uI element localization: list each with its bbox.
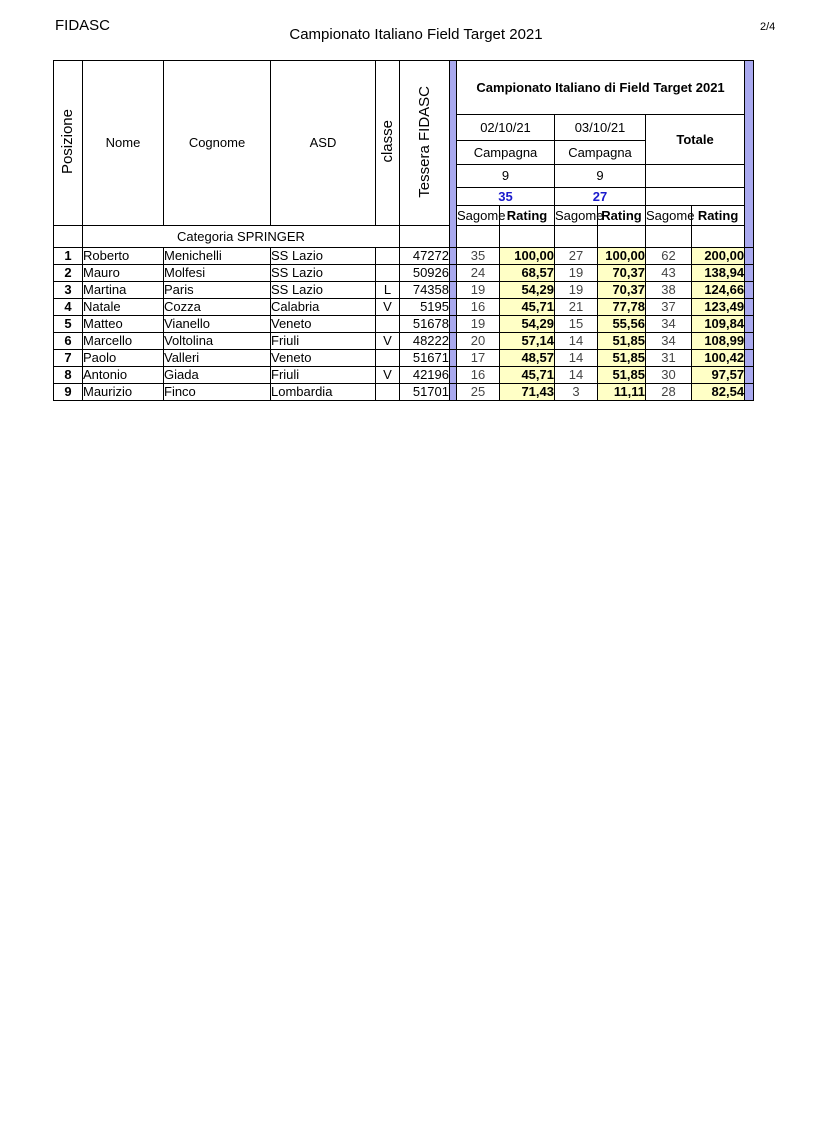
stripe-cell — [450, 282, 457, 299]
cell-pos: 1 — [54, 248, 83, 265]
cell-nome: Paolo — [83, 350, 164, 367]
championship-title: Campionato Italiano di Field Target 2021 — [457, 61, 745, 115]
cell-rating-day1: 68,57 — [500, 265, 555, 282]
cell-classe — [376, 350, 400, 367]
results-table — [53, 60, 754, 401]
stripe-cell — [745, 367, 754, 384]
cell-rating-total: 108,99 — [692, 333, 745, 350]
cell-sagome-day1: 25 — [457, 384, 500, 401]
sagome-label-1: Sagome — [457, 206, 500, 226]
cell-asd: Friuli — [271, 333, 376, 350]
cat-empty-5 — [646, 226, 692, 248]
cell-pos: 9 — [54, 384, 83, 401]
cell-sagome-total: 38 — [646, 282, 692, 299]
cell-asd: Calabria — [271, 299, 376, 316]
cell-classe: V — [376, 299, 400, 316]
stripe-cell — [745, 299, 754, 316]
cell-pos: 3 — [54, 282, 83, 299]
stripe-cell — [450, 265, 457, 282]
cell-tessera: 51678 — [400, 316, 450, 333]
cell-sagome-day2: 21 — [555, 299, 598, 316]
stripe-cell — [745, 282, 754, 299]
cell-nome: Matteo — [83, 316, 164, 333]
cell-classe: V — [376, 333, 400, 350]
cell-sagome-day2: 14 — [555, 333, 598, 350]
type-day2: Campagna — [555, 141, 646, 165]
cat-empty-2 — [500, 226, 555, 248]
cell-cognome: Menichelli — [164, 248, 271, 265]
stripe-cell — [745, 248, 754, 265]
page-title: Campionato Italiano Field Target 2021 — [289, 26, 543, 43]
rating-label-1: Rating — [500, 206, 555, 226]
cell-rating-day2: 51,85 — [598, 367, 646, 384]
cell-nome: Mauro — [83, 265, 164, 282]
cell-rating-total: 138,94 — [692, 265, 745, 282]
count-day1: 9 — [457, 165, 555, 188]
table-row — [54, 282, 754, 299]
rating-label-tot: Rating — [692, 206, 745, 226]
cell-sagome-day1: 19 — [457, 282, 500, 299]
rating-label-2: Rating — [598, 206, 646, 226]
header-asd: ASD — [271, 61, 376, 226]
cell-rating-day1: 45,71 — [500, 299, 555, 316]
cell-classe: L — [376, 282, 400, 299]
cell-sagome-total: 37 — [646, 299, 692, 316]
cat-empty-1 — [457, 226, 500, 248]
cell-rating-day2: 100,00 — [598, 248, 646, 265]
cell-tessera: 74358 — [400, 282, 450, 299]
cell-asd: SS Lazio — [271, 282, 376, 299]
cell-sagome-total: 28 — [646, 384, 692, 401]
cell-nome: Marcello — [83, 333, 164, 350]
header-posizione: Posizione — [54, 61, 83, 226]
table-row — [54, 265, 754, 282]
cell-sagome-day2: 14 — [555, 350, 598, 367]
cell-nome: Natale — [83, 299, 164, 316]
stripe-cell — [450, 316, 457, 333]
stripe-cell — [745, 265, 754, 282]
header-cognome: Cognome — [164, 61, 271, 226]
cat-empty-tess — [400, 226, 450, 248]
cell-cognome: Vianello — [164, 316, 271, 333]
cell-tessera: 42196 — [400, 367, 450, 384]
cell-classe — [376, 384, 400, 401]
cell-sagome-total: 30 — [646, 367, 692, 384]
cell-asd: Lombardia — [271, 384, 376, 401]
cell-pos: 4 — [54, 299, 83, 316]
cell-pos: 2 — [54, 265, 83, 282]
cell-sagome-day1: 20 — [457, 333, 500, 350]
table-row — [54, 333, 754, 350]
stripe-cell — [745, 350, 754, 367]
table-row — [54, 367, 754, 384]
cell-rating-total: 200,00 — [692, 248, 745, 265]
stripe-cell — [450, 248, 457, 265]
cell-sagome-total: 43 — [646, 265, 692, 282]
cell-cognome: Voltolina — [164, 333, 271, 350]
stripe-left — [450, 61, 457, 248]
cell-sagome-total: 31 — [646, 350, 692, 367]
cell-rating-day2: 11,11 — [598, 384, 646, 401]
max-day1: 35 — [457, 188, 555, 206]
cell-cognome: Finco — [164, 384, 271, 401]
cell-sagome-total: 62 — [646, 248, 692, 265]
cat-empty-4 — [598, 226, 646, 248]
cell-sagome-day2: 27 — [555, 248, 598, 265]
stripe-cell — [450, 350, 457, 367]
cell-cognome: Paris — [164, 282, 271, 299]
cell-tessera: 48222 — [400, 333, 450, 350]
cell-rating-total: 124,66 — [692, 282, 745, 299]
page-number: 2/4 — [760, 21, 776, 33]
cell-rating-day1: 45,71 — [500, 367, 555, 384]
cell-rating-total: 82,54 — [692, 384, 745, 401]
count-total — [646, 165, 745, 188]
cell-rating-day2: 51,85 — [598, 350, 646, 367]
cell-rating-day2: 51,85 — [598, 333, 646, 350]
cell-sagome-day2: 19 — [555, 282, 598, 299]
cell-rating-day1: 54,29 — [500, 316, 555, 333]
table-row — [54, 384, 754, 401]
cell-nome: Maurizio — [83, 384, 164, 401]
cell-rating-day1: 71,43 — [500, 384, 555, 401]
stripe-cell — [450, 384, 457, 401]
cell-rating-day2: 55,56 — [598, 316, 646, 333]
cell-sagome-day1: 35 — [457, 248, 500, 265]
cell-sagome-day2: 14 — [555, 367, 598, 384]
stripe-cell — [450, 333, 457, 350]
cell-asd: SS Lazio — [271, 248, 376, 265]
cell-pos: 8 — [54, 367, 83, 384]
header-tessera: Tessera FIDASC — [400, 61, 450, 226]
cell-asd: Veneto — [271, 350, 376, 367]
type-day1: Campagna — [457, 141, 555, 165]
table-row — [54, 299, 754, 316]
cat-empty-pos — [54, 226, 83, 248]
cell-sagome-day1: 16 — [457, 367, 500, 384]
category-title: Categoria SPRINGER — [83, 226, 400, 248]
cell-nome: Antonio — [83, 367, 164, 384]
count-day2: 9 — [555, 165, 646, 188]
cell-tessera: 47272 — [400, 248, 450, 265]
cell-sagome-total: 34 — [646, 333, 692, 350]
cell-cognome: Cozza — [164, 299, 271, 316]
cell-asd: SS Lazio — [271, 265, 376, 282]
cell-classe — [376, 248, 400, 265]
cell-nome: Roberto — [83, 248, 164, 265]
header-nome: Nome — [83, 61, 164, 226]
cell-sagome-day1: 16 — [457, 299, 500, 316]
cell-sagome-day2: 19 — [555, 265, 598, 282]
date-day1: 02/10/21 — [457, 115, 555, 141]
cell-sagome-total: 34 — [646, 316, 692, 333]
cell-rating-day1: 57,14 — [500, 333, 555, 350]
cell-sagome-day1: 17 — [457, 350, 500, 367]
cell-pos: 5 — [54, 316, 83, 333]
cat-empty-3 — [555, 226, 598, 248]
stripe-cell — [450, 367, 457, 384]
cell-tessera: 51701 — [400, 384, 450, 401]
cell-tessera: 5195 — [400, 299, 450, 316]
org-name: FIDASC — [55, 17, 111, 34]
cell-rating-day1: 48,57 — [500, 350, 555, 367]
table-row — [54, 350, 754, 367]
cell-cognome: Valleri — [164, 350, 271, 367]
cell-sagome-day1: 19 — [457, 316, 500, 333]
cell-sagome-day2: 15 — [555, 316, 598, 333]
cell-asd: Friuli — [271, 367, 376, 384]
stripe-cell — [745, 333, 754, 350]
cell-rating-total: 123,49 — [692, 299, 745, 316]
cat-empty-6 — [692, 226, 745, 248]
cell-nome: Martina — [83, 282, 164, 299]
cell-sagome-day1: 24 — [457, 265, 500, 282]
cell-tessera: 51671 — [400, 350, 450, 367]
cell-sagome-day2: 3 — [555, 384, 598, 401]
sagome-label-tot: Sagome — [646, 206, 692, 226]
cell-cognome: Molfesi — [164, 265, 271, 282]
stripe-right — [745, 61, 754, 248]
max-total — [646, 188, 745, 206]
cell-rating-total: 100,42 — [692, 350, 745, 367]
cell-classe: V — [376, 367, 400, 384]
table-row — [54, 248, 754, 265]
cell-rating-day2: 70,37 — [598, 282, 646, 299]
cell-classe — [376, 316, 400, 333]
cell-rating-total: 97,57 — [692, 367, 745, 384]
cell-asd: Veneto — [271, 316, 376, 333]
stripe-cell — [745, 316, 754, 333]
cell-rating-total: 109,84 — [692, 316, 745, 333]
table-row — [54, 316, 754, 333]
cell-rating-day2: 77,78 — [598, 299, 646, 316]
max-day2: 27 — [555, 188, 646, 206]
cell-classe — [376, 265, 400, 282]
cell-rating-day2: 70,37 — [598, 265, 646, 282]
date-day2: 03/10/21 — [555, 115, 646, 141]
header-classe: classe — [376, 61, 400, 226]
cell-pos: 7 — [54, 350, 83, 367]
header-totale: Totale — [646, 115, 745, 165]
stripe-cell — [450, 299, 457, 316]
sagome-label-2: Sagome — [555, 206, 598, 226]
cell-pos: 6 — [54, 333, 83, 350]
cell-rating-day1: 54,29 — [500, 282, 555, 299]
cell-tessera: 50926 — [400, 265, 450, 282]
stripe-cell — [745, 384, 754, 401]
cell-rating-day1: 100,00 — [500, 248, 555, 265]
cell-cognome: Giada — [164, 367, 271, 384]
